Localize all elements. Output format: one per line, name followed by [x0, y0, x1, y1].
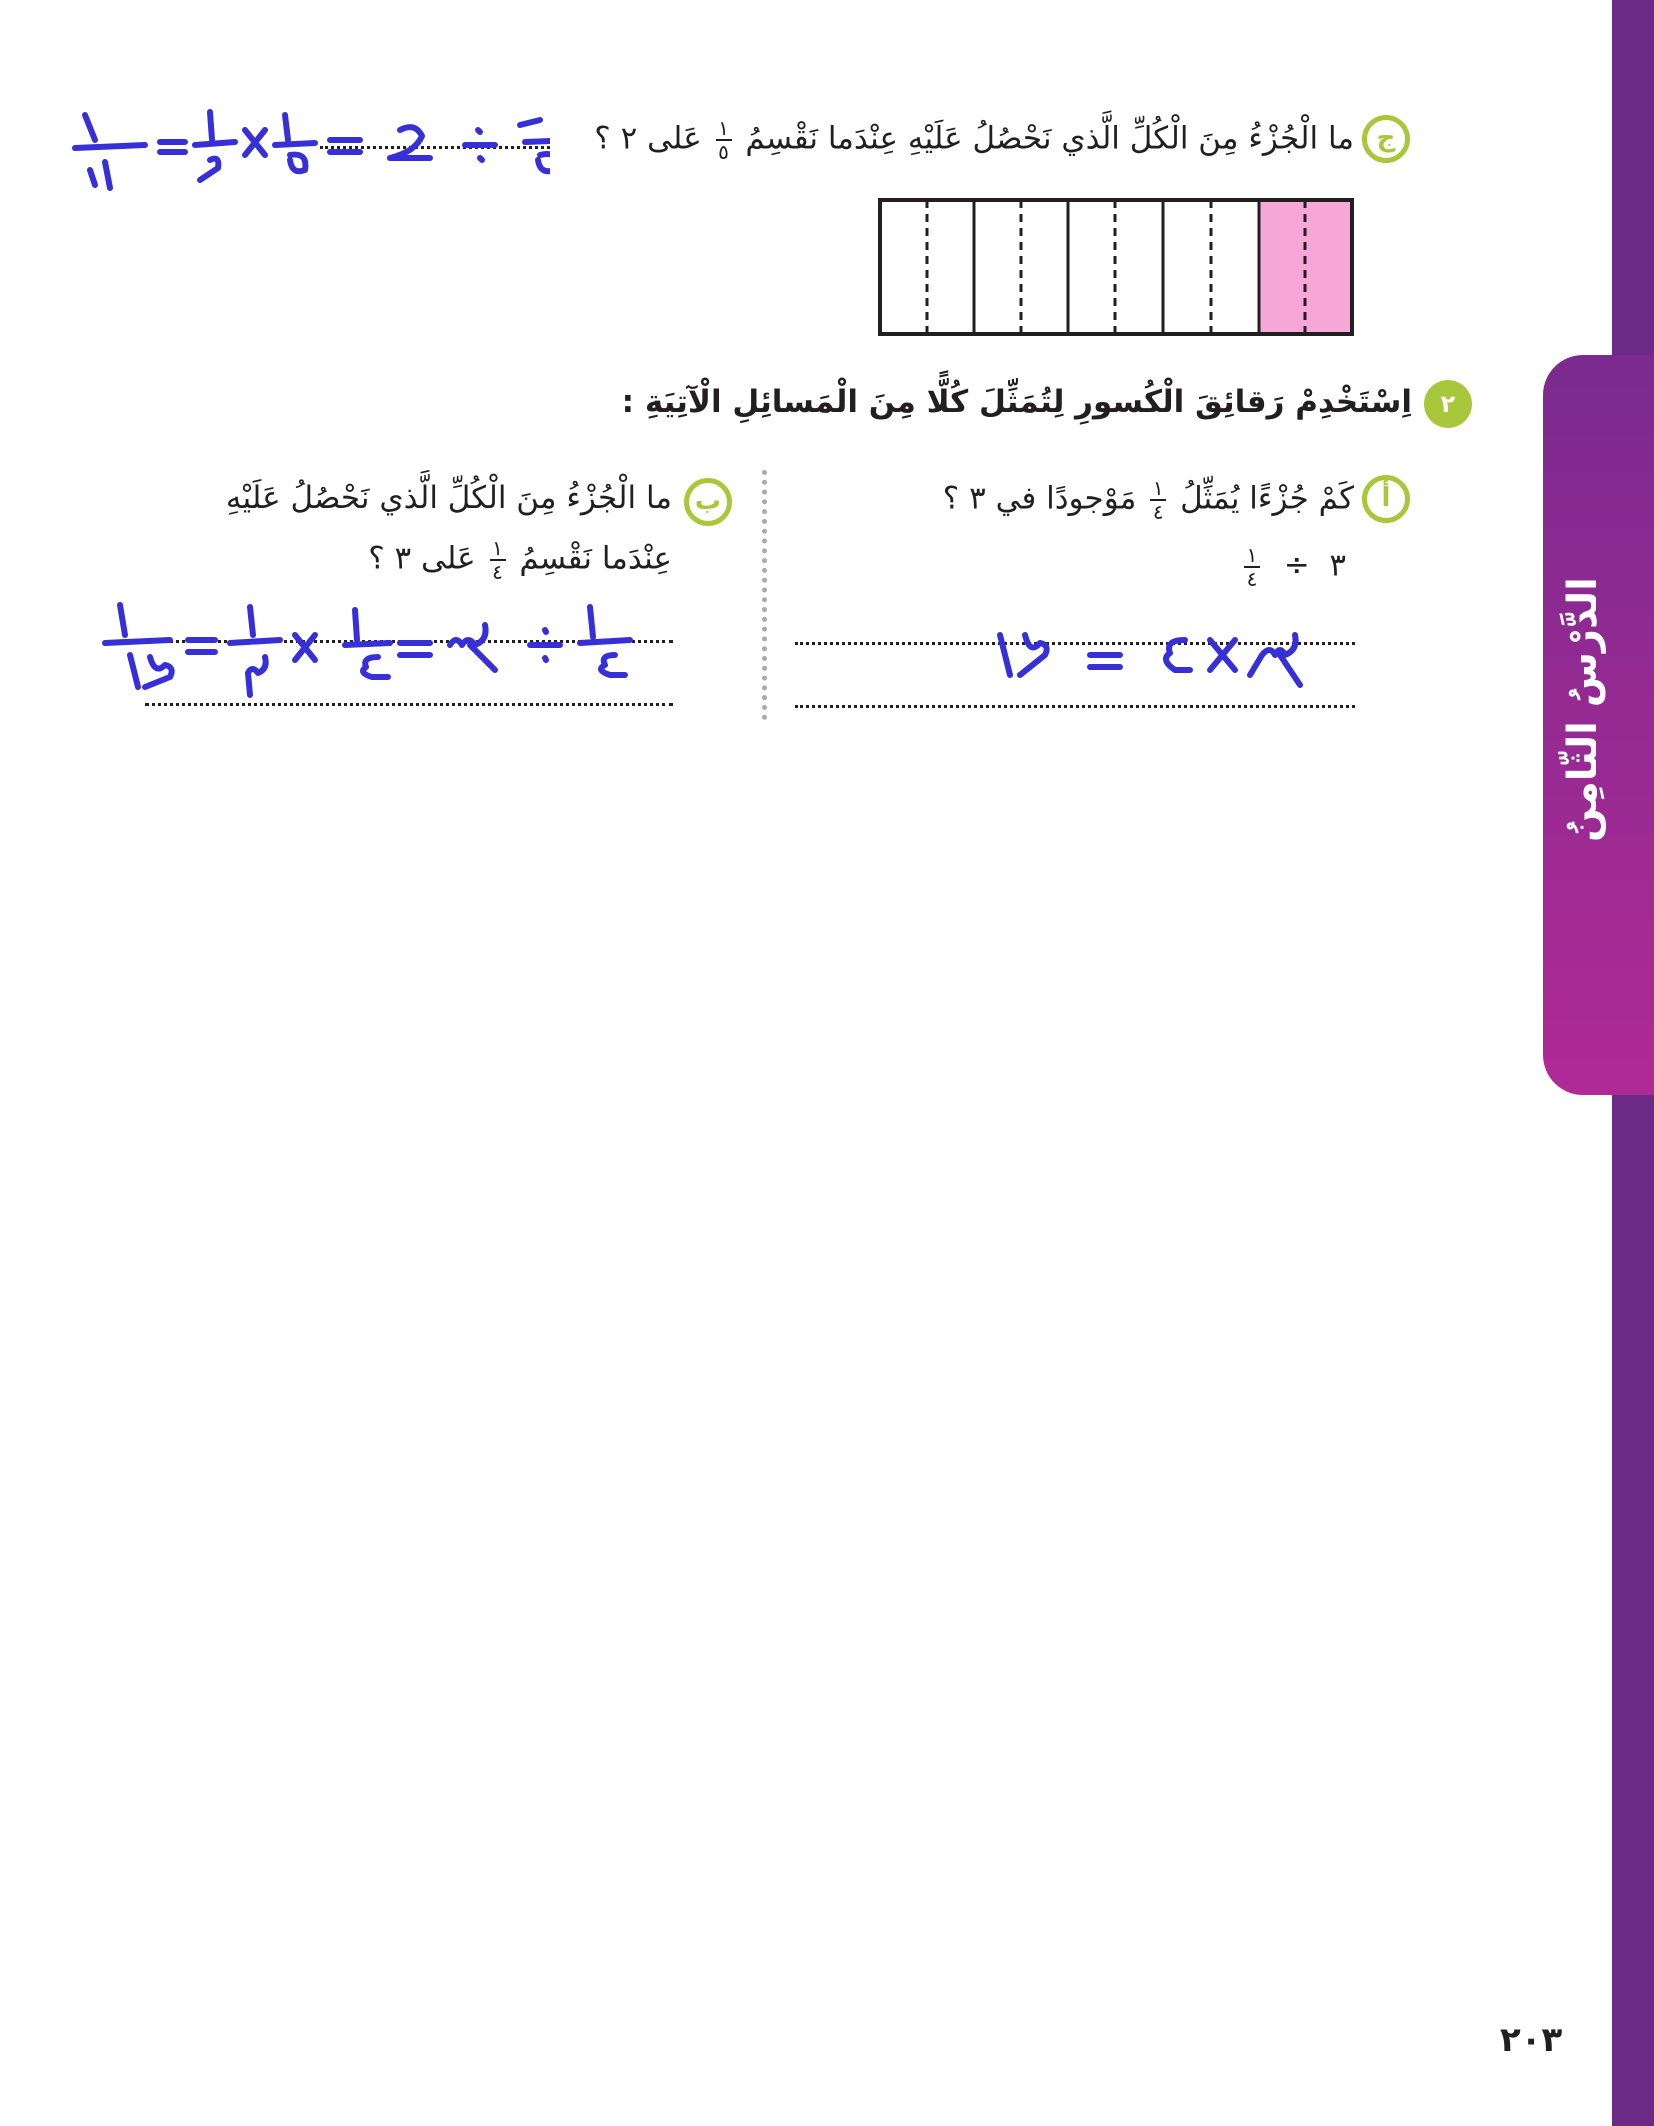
- fraction-denominator: ٤: [1246, 567, 1258, 591]
- expression-fraction: [1244, 545, 1260, 589]
- question-b-fraction: [490, 538, 506, 582]
- handwritten-answer-a: [980, 615, 1330, 695]
- expression-left: ٣: [1329, 547, 1347, 584]
- question-a-expression: [1240, 545, 1346, 589]
- fraction-denominator: ٤: [1152, 500, 1164, 524]
- question-b-line2: [368, 538, 672, 582]
- question-c-text-part2: عَلى ٢ ؟: [594, 120, 702, 157]
- question-a-text: [943, 478, 1354, 522]
- question-b-line2-part1: عِنْدَما نَقْسِمُ: [519, 540, 672, 577]
- column-divider: [762, 470, 767, 720]
- fraction-numerator: ١: [718, 116, 729, 140]
- question-b-bullet: ب: [684, 478, 732, 526]
- fraction-numerator: ١: [1152, 476, 1164, 500]
- fraction-denominator: ٤: [492, 560, 503, 584]
- question-a-bullet: أ: [1362, 475, 1410, 523]
- question-2-instruction: اِسْتَخْدِمْ رَقائِقَ الْكُسورِ لِتُمَثِّلَ كُلًّا مِنَ الْمَسائِلِ الْآتِيَةِ :: [621, 384, 1412, 420]
- question-b-line1: ما الْجُزْءُ مِنَ الْكُلِّ الَّذي نَحْصُلُ عَلَيْهِ: [225, 480, 672, 516]
- fraction-numerator: ١: [1246, 543, 1258, 567]
- fraction-strip: [878, 198, 1354, 336]
- lesson-tab-label: الدَّرْسُ الثّامِنُ: [1560, 577, 1606, 843]
- answer-line-a-2: [795, 705, 1355, 708]
- fraction-numerator: ١: [492, 536, 503, 560]
- handwritten-answer-c: [70, 100, 550, 200]
- question-c-fraction: [716, 118, 732, 162]
- question-a-fraction: [1150, 478, 1166, 522]
- fraction-denominator: ٥: [718, 140, 729, 164]
- question-c-bullet: ج: [1362, 115, 1410, 163]
- question-a-text-part1: كَمْ جُزْءًا يُمَثِّلُ: [1180, 480, 1354, 517]
- question-b-line2-part2: عَلى ٣ ؟: [368, 540, 476, 577]
- question-c-text-part1: ما الْجُزْءُ مِنَ الْكُلِّ الَّذي نَحْصُلُ عَلَيْهِ عِنْدَما نَقْسِمُ: [745, 120, 1354, 157]
- question-2-number: ٢: [1424, 380, 1472, 428]
- handwritten-answer-b: [100, 595, 660, 705]
- question-c-text: [594, 118, 1354, 162]
- page-number: ٢٠٣: [1500, 2020, 1563, 2060]
- expression-operator: ÷: [1283, 547, 1310, 584]
- question-a-text-part2: مَوْجودًا في ٣ ؟: [942, 480, 1137, 517]
